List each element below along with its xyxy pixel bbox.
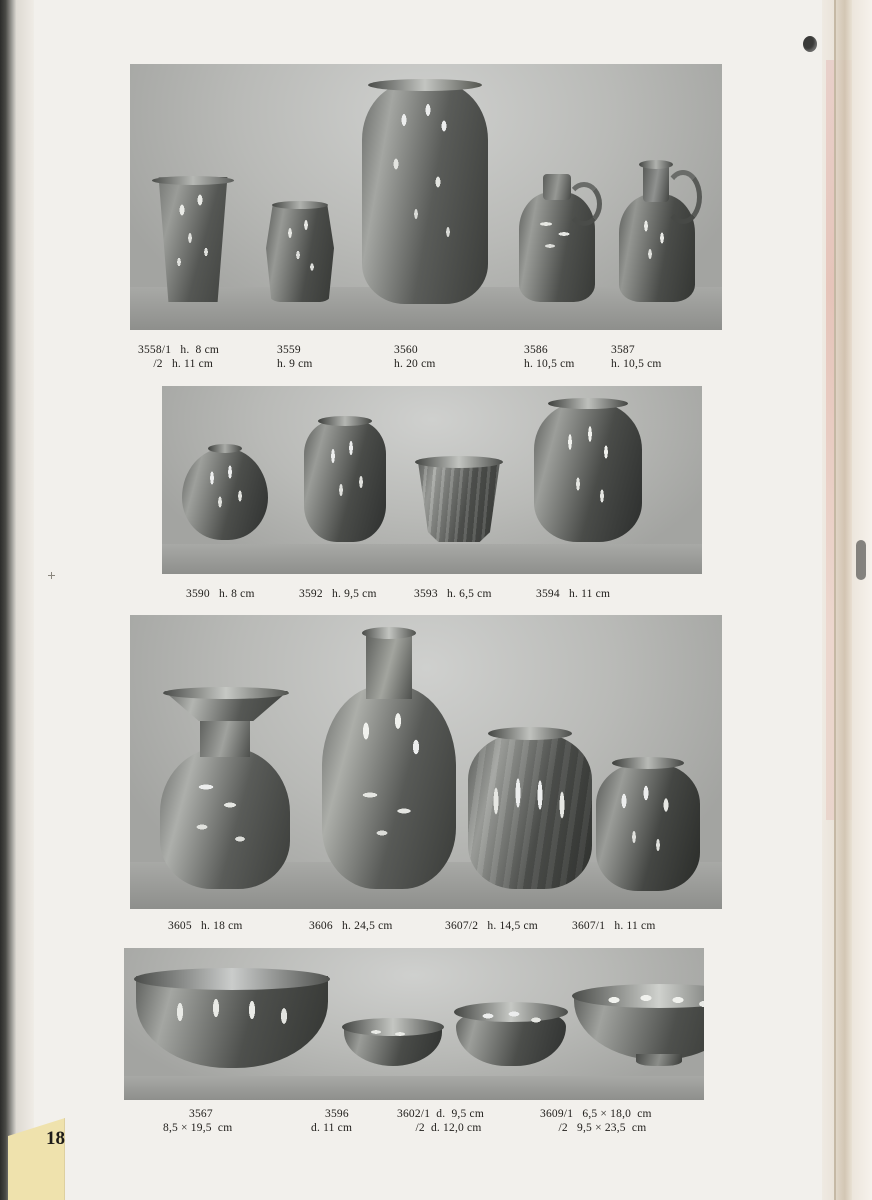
caption-group-5 [611, 343, 662, 371]
bowl-3567-rim [134, 968, 330, 990]
caption-3558-line1: 3558/1 h. 8 cm [138, 344, 220, 356]
bowl-3609-decor [594, 988, 704, 1022]
jug-3586-decor [530, 210, 584, 276]
vase-3592-rim [318, 416, 372, 426]
caption-3587-line1: 3587 [611, 344, 635, 356]
caption-group-1 [138, 343, 219, 371]
photo-shelf [124, 1076, 704, 1100]
vase-3607-1-decor [606, 779, 690, 877]
caption-3560-line1: 3560 [394, 344, 418, 356]
caption-3558-line2: /2 h. 11 cm [138, 358, 214, 370]
caption-3602-line1: 3602/1 d. 9,5 cm [397, 1108, 484, 1120]
bowl-3567-decor [158, 990, 306, 1052]
vase-3593 [416, 460, 502, 542]
vase-3559-decor [280, 219, 322, 289]
caption-3607-1: 3607/1 h. 11 cm [572, 920, 656, 932]
vase-3605-decor [178, 765, 272, 871]
vase-3559-rim [272, 201, 328, 209]
punch-hole-icon [803, 36, 817, 52]
caption-3609-line2: /2 9,5 × 23,5 cm [540, 1122, 647, 1134]
vase-3593-rim [415, 456, 503, 468]
caption-3559-line2: h. 9 cm [277, 358, 313, 370]
caption-3590: 3590 h. 8 cm [186, 588, 255, 600]
vase-3594-decor [548, 422, 628, 522]
binding-clip-icon [856, 540, 866, 580]
caption-group-11 [309, 919, 393, 933]
caption-group-17 [540, 1107, 652, 1135]
caption-3596-line1: 3596 [325, 1108, 349, 1120]
vase-3607-2-rim [488, 727, 572, 740]
caption-3592: 3592 h. 9,5 cm [299, 588, 377, 600]
photo-shelf [162, 544, 702, 574]
plate-photo-1 [130, 64, 722, 330]
vase-3560-rim [368, 79, 482, 91]
vase-3594-rim [548, 398, 628, 409]
vase-3605-rim-top [163, 687, 289, 699]
caption-group-3 [394, 343, 436, 371]
caption-3586-line2: h. 10,5 cm [524, 358, 575, 370]
caption-group-9 [536, 587, 610, 601]
crop-mark-icon [51, 572, 52, 579]
vase-3558-decor [170, 192, 216, 288]
vase-3592-decor [317, 438, 375, 526]
caption-3560-line2: h. 20 cm [394, 358, 436, 370]
caption-group-16 [397, 1107, 484, 1135]
caption-3605: 3605 h. 18 cm [168, 920, 243, 932]
vase-3605-neck [200, 715, 250, 757]
plate-photo-3 [130, 615, 722, 909]
caption-group-14 [163, 1107, 232, 1135]
caption-3606: 3606 h. 24,5 cm [309, 920, 393, 932]
vase-3558-rim [152, 176, 234, 185]
vase-3607-1-rim [612, 757, 684, 769]
caption-group-2 [277, 343, 313, 371]
caption-3559-line1: 3559 [277, 344, 301, 356]
caption-group-7 [299, 587, 377, 601]
caption-3607-2: 3607/2 h. 14,5 cm [445, 920, 538, 932]
jug-3587-rim [639, 160, 673, 169]
bowl-3596-decor [360, 1022, 426, 1044]
caption-3593: 3593 h. 6,5 cm [414, 588, 492, 600]
caption-3596-line2: d. 11 cm [311, 1122, 353, 1134]
caption-group-6 [186, 587, 255, 601]
vase-3607-2-decor [480, 749, 580, 873]
caption-group-8 [414, 587, 492, 601]
caption-3609-line1: 3609/1 6,5 × 18,0 cm [540, 1108, 652, 1120]
vase-3606-rim [362, 627, 416, 639]
caption-3594: 3594 h. 11 cm [536, 588, 611, 600]
bowl-3609-foot [636, 1054, 682, 1066]
jug-3587-decor [630, 212, 684, 278]
caption-3567-line2: 8,5 × 19,5 cm [163, 1122, 233, 1134]
plate-photo-4 [124, 948, 704, 1100]
caption-3602-line2: /2 d. 12,0 cm [397, 1122, 482, 1134]
vase-3590-decor [196, 462, 256, 528]
caption-group-15 [311, 1107, 352, 1135]
scan-left-edge-inner [16, 0, 34, 1200]
caption-3587-line2: h. 10,5 cm [611, 358, 662, 370]
caption-3586-line1: 3586 [524, 344, 548, 356]
page-number: 18 [46, 1128, 65, 1149]
vase-3606-decor [336, 707, 444, 867]
scan-left-edge [0, 0, 16, 1200]
binding-strip [834, 0, 852, 1200]
binding-line [834, 0, 836, 1200]
vase-3590-rim [208, 444, 242, 453]
caption-group-4 [524, 343, 575, 371]
caption-group-13 [572, 919, 655, 933]
vase-3560-decor [382, 104, 468, 274]
caption-group-10 [168, 919, 243, 933]
dish-3602-decor [470, 1006, 552, 1032]
vase-3606-neck [366, 633, 412, 699]
plate-photo-2 [162, 386, 702, 574]
caption-group-12 [445, 919, 538, 933]
caption-3567-line1: 3567 [189, 1108, 213, 1120]
